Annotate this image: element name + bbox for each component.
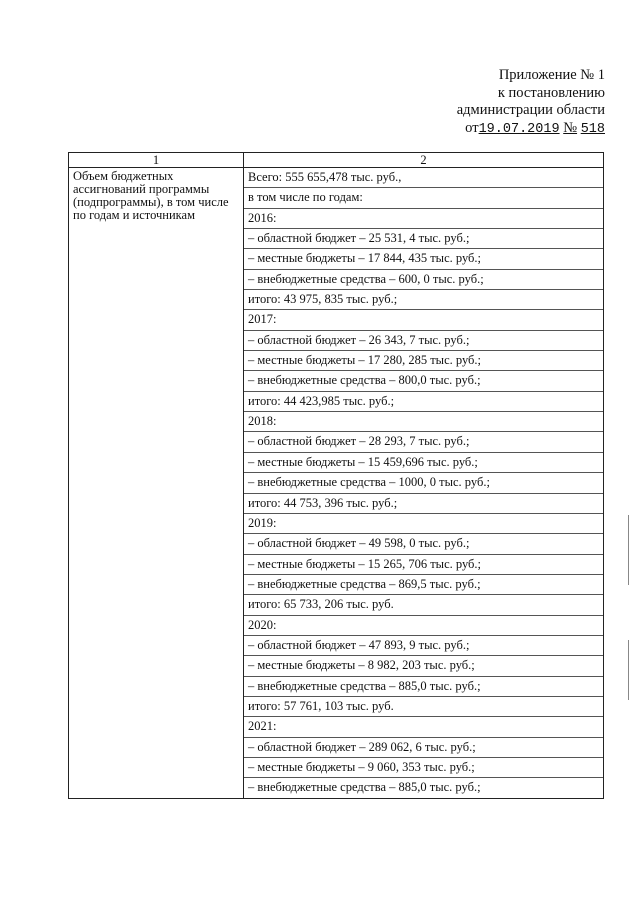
appendix-date-line: [457, 120, 605, 139]
list-item: – местные бюджеты – 15 265, 706 тыс. руб.;: [244, 555, 603, 575]
list-item: – областной бюджет – 47 893, 9 тыс. руб.;: [244, 636, 603, 656]
appendix-authority-line: администрации области: [456, 102, 605, 118]
list-item: – областной бюджет – 25 531, 4 тыс. руб.;: [244, 229, 603, 249]
row-values: [244, 168, 604, 799]
row-label: Объем бюджетных ассигнований программы (подпрограммы), в том числе по годам и источникам: [69, 168, 244, 799]
list-item: итого: 65 733, 206 тыс. руб.: [244, 595, 603, 615]
list-item: итого: 44 753, 396 тыс. руб.;: [244, 494, 603, 514]
resolution-number: 518: [580, 121, 605, 137]
number-prefix: №: [563, 119, 578, 136]
list-item: 2018:: [244, 412, 603, 432]
list-item: – внебюджетные средства – 600, 0 тыс. руб.;: [244, 270, 603, 290]
list-item: – местные бюджеты – 17 280, 285 тыс. руб.;: [244, 351, 603, 371]
list-item: итого: 44 423,985 тыс. руб.;: [244, 392, 603, 412]
list-item: 2017:: [244, 310, 603, 330]
resolution-date: 19.07.2019: [478, 121, 560, 137]
list-item: – областной бюджет – 49 598, 0 тыс. руб.;: [244, 534, 603, 554]
list-item: – внебюджетные средства – 1000, 0 тыс. руб.;: [244, 473, 603, 493]
list-item: 2021:: [244, 717, 603, 737]
list-item: итого: 57 761, 103 тыс. руб.: [244, 697, 603, 717]
list-item: – внебюджетные средства – 800,0 тыс. руб.;: [244, 371, 603, 391]
list-item: – областной бюджет – 26 343, 7 тыс. руб.;: [244, 331, 603, 351]
date-prefix: от: [465, 119, 479, 136]
list-item: 2016:: [244, 209, 603, 229]
list-item: – местные бюджеты – 15 459,696 тыс. руб.;: [244, 453, 603, 473]
list-item: – внебюджетные средства – 885,0 тыс. руб.;: [244, 677, 603, 697]
list-item: – внебюджетные средства – 885,0 тыс. руб.;: [248, 780, 481, 795]
column-2-header: 2: [244, 153, 604, 168]
list-item: – местные бюджеты – 9 060, 353 тыс. руб.;: [244, 758, 603, 778]
column-number-row: [69, 153, 604, 168]
list-item: – областной бюджет – 289 062, 6 тыс. руб.;: [244, 738, 603, 758]
table-row: [69, 168, 604, 799]
scan-mark: [628, 515, 629, 585]
list-item: – внебюджетные средства – 869,5 тыс. руб.;: [244, 575, 603, 595]
document-header: [457, 67, 605, 138]
list-item: 2019:: [244, 514, 603, 534]
list-item: – местные бюджеты – 8 982, 203 тыс. руб.;: [244, 656, 603, 676]
budget-table: [68, 152, 604, 799]
appendix-title: Приложение № 1: [498, 67, 605, 83]
list-item: в том числе по годам:: [244, 188, 603, 208]
list-item: – областной бюджет – 28 293, 7 тыс. руб.;: [244, 432, 603, 452]
column-1-header: 1: [69, 153, 244, 168]
appendix-ref-line: к постановлению: [497, 84, 605, 101]
list-item: – местные бюджеты – 17 844, 435 тыс. руб.;: [244, 249, 603, 269]
list-item: итого: 43 975, 835 тыс. руб.;: [244, 290, 603, 310]
scan-mark: [628, 640, 629, 700]
list-item: 2020:: [244, 616, 603, 636]
list-item: Всего: 555 655,478 тыс. руб.,: [244, 168, 603, 188]
